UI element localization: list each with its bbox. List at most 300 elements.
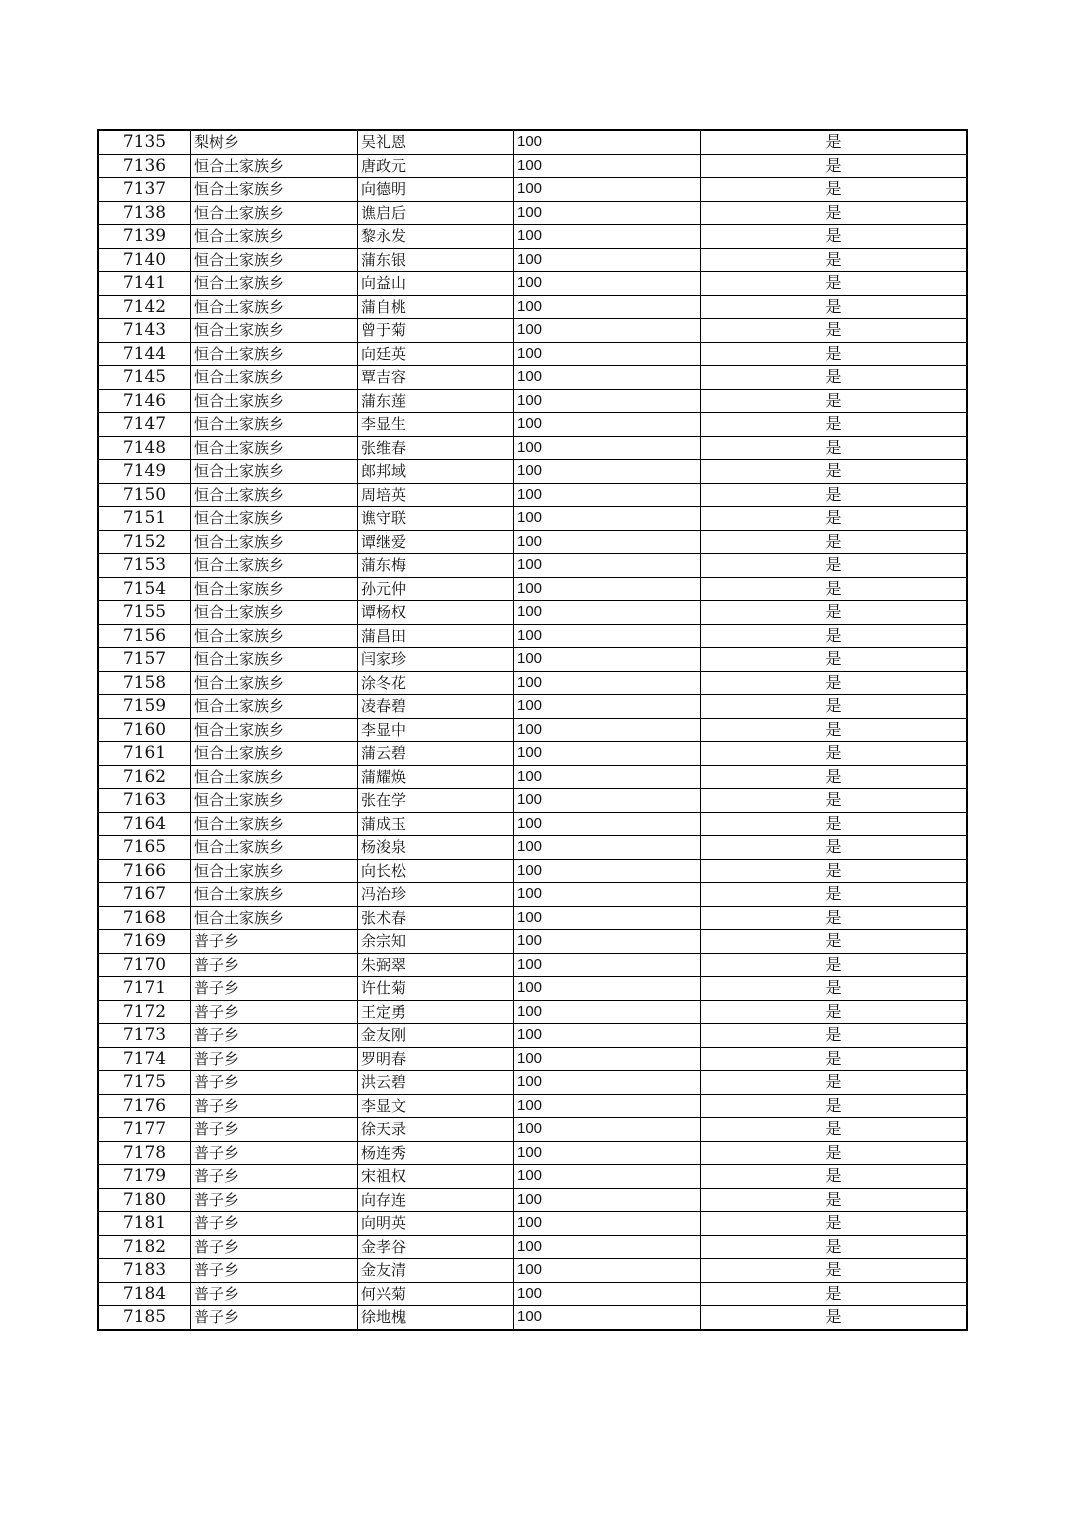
person-name-cell: 涂冬花 (358, 671, 514, 695)
row-number-cell: 7165 (98, 836, 191, 860)
amount-cell: 100 (514, 366, 701, 390)
status-flag-cell: 是 (701, 953, 968, 977)
status-flag-cell: 是 (701, 1024, 968, 1048)
amount-cell: 100 (514, 601, 701, 625)
row-number-cell: 7184 (98, 1282, 191, 1306)
person-name-cell: 蒲东梅 (358, 554, 514, 578)
township-cell: 普子乡 (191, 1306, 358, 1330)
person-name-cell: 闫家珍 (358, 648, 514, 672)
table-row (98, 812, 967, 836)
status-flag-cell: 是 (701, 130, 968, 154)
amount-cell: 100 (514, 1094, 701, 1118)
township-cell: 恒合土家族乡 (191, 812, 358, 836)
table-row (98, 413, 967, 437)
township-cell: 恒合土家族乡 (191, 295, 358, 319)
person-name-cell: 李显中 (358, 718, 514, 742)
person-name-cell: 孙元仲 (358, 577, 514, 601)
table-row (98, 1212, 967, 1236)
table-row (98, 789, 967, 813)
table-row (98, 342, 967, 366)
status-flag-cell: 是 (701, 742, 968, 766)
person-name-cell: 余宗知 (358, 930, 514, 954)
township-cell: 恒合土家族乡 (191, 859, 358, 883)
table-row (98, 530, 967, 554)
table-row (98, 225, 967, 249)
township-cell: 普子乡 (191, 1212, 358, 1236)
status-flag-cell: 是 (701, 906, 968, 930)
township-cell: 恒合土家族乡 (191, 201, 358, 225)
person-name-cell: 唐政元 (358, 154, 514, 178)
row-number-cell: 7168 (98, 906, 191, 930)
row-number-cell: 7156 (98, 624, 191, 648)
amount-cell: 100 (514, 154, 701, 178)
amount-cell: 100 (514, 225, 701, 249)
amount-cell: 100 (514, 342, 701, 366)
status-flag-cell: 是 (701, 1235, 968, 1259)
amount-cell: 100 (514, 883, 701, 907)
person-name-cell: 谯启后 (358, 201, 514, 225)
amount-cell: 100 (514, 1259, 701, 1283)
person-name-cell: 洪云碧 (358, 1071, 514, 1095)
table-row (98, 366, 967, 390)
row-number-cell: 7140 (98, 248, 191, 272)
status-flag-cell: 是 (701, 507, 968, 531)
person-name-cell: 张在学 (358, 789, 514, 813)
status-flag-cell: 是 (701, 295, 968, 319)
status-flag-cell: 是 (701, 1165, 968, 1189)
table-row (98, 389, 967, 413)
table-row (98, 883, 967, 907)
row-number-cell: 7162 (98, 765, 191, 789)
table-row (98, 460, 967, 484)
amount-cell: 100 (514, 765, 701, 789)
status-flag-cell: 是 (701, 695, 968, 719)
person-name-cell: 宋祖权 (358, 1165, 514, 1189)
status-flag-cell: 是 (701, 201, 968, 225)
status-flag-cell: 是 (701, 389, 968, 413)
amount-cell: 100 (514, 389, 701, 413)
row-number-cell: 7179 (98, 1165, 191, 1189)
amount-cell: 100 (514, 130, 701, 154)
amount-cell: 100 (514, 906, 701, 930)
person-name-cell: 蒲东莲 (358, 389, 514, 413)
table-row (98, 295, 967, 319)
person-name-cell: 覃吉容 (358, 366, 514, 390)
amount-cell: 100 (514, 178, 701, 202)
person-name-cell: 黎永发 (358, 225, 514, 249)
township-cell: 恒合土家族乡 (191, 530, 358, 554)
table-row (98, 1259, 967, 1283)
status-flag-cell: 是 (701, 178, 968, 202)
row-number-cell: 7173 (98, 1024, 191, 1048)
row-number-cell: 7169 (98, 930, 191, 954)
township-cell: 恒合土家族乡 (191, 507, 358, 531)
row-number-cell: 7142 (98, 295, 191, 319)
row-number-cell: 7151 (98, 507, 191, 531)
status-flag-cell: 是 (701, 624, 968, 648)
person-name-cell: 朱弼翠 (358, 953, 514, 977)
person-name-cell: 蒲云碧 (358, 742, 514, 766)
table-body (98, 130, 967, 1330)
row-number-cell: 7154 (98, 577, 191, 601)
table-row (98, 483, 967, 507)
person-name-cell: 徐天录 (358, 1118, 514, 1142)
township-cell: 恒合土家族乡 (191, 671, 358, 695)
township-cell: 恒合土家族乡 (191, 836, 358, 860)
person-name-cell: 向德明 (358, 178, 514, 202)
status-flag-cell: 是 (701, 436, 968, 460)
township-cell: 恒合土家族乡 (191, 765, 358, 789)
township-cell: 恒合土家族乡 (191, 154, 358, 178)
row-number-cell: 7185 (98, 1306, 191, 1330)
row-number-cell: 7135 (98, 130, 191, 154)
row-number-cell: 7172 (98, 1000, 191, 1024)
person-name-cell: 谭杨权 (358, 601, 514, 625)
status-flag-cell: 是 (701, 1212, 968, 1236)
amount-cell: 100 (514, 1165, 701, 1189)
person-name-cell: 许仕菊 (358, 977, 514, 1001)
status-flag-cell: 是 (701, 836, 968, 860)
township-cell: 普子乡 (191, 1000, 358, 1024)
township-cell: 恒合土家族乡 (191, 554, 358, 578)
person-name-cell: 周培英 (358, 483, 514, 507)
row-number-cell: 7143 (98, 319, 191, 343)
status-flag-cell: 是 (701, 1094, 968, 1118)
table-row (98, 601, 967, 625)
township-cell: 恒合土家族乡 (191, 225, 358, 249)
amount-cell: 100 (514, 319, 701, 343)
person-name-cell: 金友清 (358, 1259, 514, 1283)
township-cell: 普子乡 (191, 1282, 358, 1306)
person-name-cell: 向廷英 (358, 342, 514, 366)
amount-cell: 100 (514, 1141, 701, 1165)
status-flag-cell: 是 (701, 812, 968, 836)
amount-cell: 100 (514, 789, 701, 813)
table-row (98, 1024, 967, 1048)
row-number-cell: 7147 (98, 413, 191, 437)
township-cell: 恒合土家族乡 (191, 413, 358, 437)
status-flag-cell: 是 (701, 413, 968, 437)
person-name-cell: 金友刚 (358, 1024, 514, 1048)
status-flag-cell: 是 (701, 1259, 968, 1283)
status-flag-cell: 是 (701, 1118, 968, 1142)
township-cell: 恒合土家族乡 (191, 624, 358, 648)
status-flag-cell: 是 (701, 460, 968, 484)
person-name-cell: 张维春 (358, 436, 514, 460)
row-number-cell: 7153 (98, 554, 191, 578)
table-row (98, 1282, 967, 1306)
person-name-cell: 李显生 (358, 413, 514, 437)
row-number-cell: 7181 (98, 1212, 191, 1236)
township-cell: 恒合土家族乡 (191, 248, 358, 272)
person-name-cell: 冯治珍 (358, 883, 514, 907)
table-row (98, 248, 967, 272)
amount-cell: 100 (514, 460, 701, 484)
amount-cell: 100 (514, 530, 701, 554)
amount-cell: 100 (514, 977, 701, 1001)
township-cell: 恒合土家族乡 (191, 389, 358, 413)
township-cell: 恒合土家族乡 (191, 319, 358, 343)
table-row (98, 1071, 967, 1095)
person-name-cell: 向益山 (358, 272, 514, 296)
status-flag-cell: 是 (701, 601, 968, 625)
status-flag-cell: 是 (701, 977, 968, 1001)
person-name-cell: 杨连秀 (358, 1141, 514, 1165)
amount-cell: 100 (514, 1188, 701, 1212)
amount-cell: 100 (514, 1235, 701, 1259)
table-row (98, 648, 967, 672)
status-flag-cell: 是 (701, 248, 968, 272)
amount-cell: 100 (514, 201, 701, 225)
status-flag-cell: 是 (701, 154, 968, 178)
amount-cell: 100 (514, 671, 701, 695)
status-flag-cell: 是 (701, 1306, 968, 1330)
table-row (98, 201, 967, 225)
amount-cell: 100 (514, 742, 701, 766)
row-number-cell: 7160 (98, 718, 191, 742)
status-flag-cell: 是 (701, 859, 968, 883)
status-flag-cell: 是 (701, 272, 968, 296)
amount-cell: 100 (514, 1212, 701, 1236)
table-row (98, 130, 967, 154)
status-flag-cell: 是 (701, 671, 968, 695)
person-name-cell: 吴礼恩 (358, 130, 514, 154)
township-cell: 普子乡 (191, 1188, 358, 1212)
table-row (98, 1165, 967, 1189)
township-cell: 普子乡 (191, 1259, 358, 1283)
amount-cell: 100 (514, 1282, 701, 1306)
status-flag-cell: 是 (701, 225, 968, 249)
township-cell: 恒合土家族乡 (191, 718, 358, 742)
table-row (98, 1141, 967, 1165)
table-row (98, 930, 967, 954)
status-flag-cell: 是 (701, 648, 968, 672)
row-number-cell: 7174 (98, 1047, 191, 1071)
person-name-cell: 李显文 (358, 1094, 514, 1118)
township-cell: 梨树乡 (191, 130, 358, 154)
amount-cell: 100 (514, 859, 701, 883)
table-row (98, 624, 967, 648)
table-row (98, 742, 967, 766)
amount-cell: 100 (514, 1118, 701, 1142)
row-number-cell: 7150 (98, 483, 191, 507)
row-number-cell: 7137 (98, 178, 191, 202)
status-flag-cell: 是 (701, 319, 968, 343)
table-row (98, 272, 967, 296)
amount-cell: 100 (514, 483, 701, 507)
status-flag-cell: 是 (701, 342, 968, 366)
person-name-cell: 杨浚泉 (358, 836, 514, 860)
amount-cell: 100 (514, 413, 701, 437)
status-flag-cell: 是 (701, 483, 968, 507)
status-flag-cell: 是 (701, 366, 968, 390)
person-name-cell: 凌春碧 (358, 695, 514, 719)
amount-cell: 100 (514, 507, 701, 531)
amount-cell: 100 (514, 836, 701, 860)
person-name-cell: 蒲耀焕 (358, 765, 514, 789)
person-name-cell: 张术春 (358, 906, 514, 930)
status-flag-cell: 是 (701, 930, 968, 954)
amount-cell: 100 (514, 295, 701, 319)
table-row (98, 906, 967, 930)
township-cell: 恒合土家族乡 (191, 789, 358, 813)
person-name-cell: 曾于菊 (358, 319, 514, 343)
person-name-cell: 金孝谷 (358, 1235, 514, 1259)
row-number-cell: 7177 (98, 1118, 191, 1142)
row-number-cell: 7176 (98, 1094, 191, 1118)
table-row (98, 859, 967, 883)
table-row (98, 1306, 967, 1330)
person-name-cell: 蒲自桃 (358, 295, 514, 319)
status-flag-cell: 是 (701, 883, 968, 907)
township-cell: 恒合土家族乡 (191, 272, 358, 296)
table-row (98, 977, 967, 1001)
table-row (98, 178, 967, 202)
township-cell: 普子乡 (191, 930, 358, 954)
status-flag-cell: 是 (701, 718, 968, 742)
row-number-cell: 7138 (98, 201, 191, 225)
status-flag-cell: 是 (701, 1282, 968, 1306)
row-number-cell: 7163 (98, 789, 191, 813)
table-row (98, 1000, 967, 1024)
township-cell: 普子乡 (191, 1071, 358, 1095)
row-number-cell: 7141 (98, 272, 191, 296)
status-flag-cell: 是 (701, 1141, 968, 1165)
amount-cell: 100 (514, 248, 701, 272)
person-name-cell: 向长松 (358, 859, 514, 883)
row-number-cell: 7171 (98, 977, 191, 1001)
table-row (98, 507, 967, 531)
person-name-cell: 王定勇 (358, 1000, 514, 1024)
status-flag-cell: 是 (701, 1047, 968, 1071)
person-name-cell: 向明英 (358, 1212, 514, 1236)
person-name-cell: 向存连 (358, 1188, 514, 1212)
table-row (98, 1188, 967, 1212)
township-cell: 普子乡 (191, 1141, 358, 1165)
amount-cell: 100 (514, 577, 701, 601)
amount-cell: 100 (514, 812, 701, 836)
row-number-cell: 7167 (98, 883, 191, 907)
township-cell: 恒合土家族乡 (191, 648, 358, 672)
township-cell: 恒合土家族乡 (191, 436, 358, 460)
amount-cell: 100 (514, 272, 701, 296)
row-number-cell: 7144 (98, 342, 191, 366)
township-cell: 恒合土家族乡 (191, 178, 358, 202)
status-flag-cell: 是 (701, 1071, 968, 1095)
row-number-cell: 7175 (98, 1071, 191, 1095)
amount-cell: 100 (514, 1047, 701, 1071)
table-row (98, 671, 967, 695)
township-cell: 普子乡 (191, 1165, 358, 1189)
status-flag-cell: 是 (701, 1000, 968, 1024)
amount-cell: 100 (514, 1071, 701, 1095)
table-row (98, 436, 967, 460)
table-row (98, 836, 967, 860)
amount-cell: 100 (514, 1306, 701, 1330)
status-flag-cell: 是 (701, 765, 968, 789)
row-number-cell: 7183 (98, 1259, 191, 1283)
township-cell: 普子乡 (191, 1047, 358, 1071)
township-cell: 恒合土家族乡 (191, 577, 358, 601)
row-number-cell: 7158 (98, 671, 191, 695)
data-table (97, 129, 968, 1331)
status-flag-cell: 是 (701, 789, 968, 813)
row-number-cell: 7139 (98, 225, 191, 249)
person-name-cell: 蒲昌田 (358, 624, 514, 648)
township-cell: 普子乡 (191, 953, 358, 977)
table-row (98, 1047, 967, 1071)
table-row (98, 718, 967, 742)
table-row (98, 154, 967, 178)
row-number-cell: 7155 (98, 601, 191, 625)
township-cell: 普子乡 (191, 1235, 358, 1259)
status-flag-cell: 是 (701, 577, 968, 601)
row-number-cell: 7145 (98, 366, 191, 390)
township-cell: 恒合土家族乡 (191, 460, 358, 484)
township-cell: 恒合土家族乡 (191, 483, 358, 507)
amount-cell: 100 (514, 930, 701, 954)
status-flag-cell: 是 (701, 1188, 968, 1212)
township-cell: 恒合土家族乡 (191, 695, 358, 719)
table-row (98, 953, 967, 977)
row-number-cell: 7170 (98, 953, 191, 977)
status-flag-cell: 是 (701, 530, 968, 554)
row-number-cell: 7157 (98, 648, 191, 672)
amount-cell: 100 (514, 436, 701, 460)
status-flag-cell: 是 (701, 554, 968, 578)
row-number-cell: 7180 (98, 1188, 191, 1212)
row-number-cell: 7166 (98, 859, 191, 883)
township-cell: 恒合土家族乡 (191, 883, 358, 907)
row-number-cell: 7152 (98, 530, 191, 554)
table-row (98, 554, 967, 578)
township-cell: 普子乡 (191, 1118, 358, 1142)
table-row (98, 1235, 967, 1259)
table-row (98, 577, 967, 601)
table-row (98, 695, 967, 719)
row-number-cell: 7159 (98, 695, 191, 719)
person-name-cell: 谯守联 (358, 507, 514, 531)
person-name-cell: 蒲东银 (358, 248, 514, 272)
person-name-cell: 罗明春 (358, 1047, 514, 1071)
person-name-cell: 郎邦域 (358, 460, 514, 484)
amount-cell: 100 (514, 953, 701, 977)
person-name-cell: 谭继爱 (358, 530, 514, 554)
amount-cell: 100 (514, 554, 701, 578)
table-row (98, 319, 967, 343)
township-cell: 普子乡 (191, 977, 358, 1001)
row-number-cell: 7136 (98, 154, 191, 178)
township-cell: 恒合土家族乡 (191, 366, 358, 390)
amount-cell: 100 (514, 1024, 701, 1048)
amount-cell: 100 (514, 624, 701, 648)
row-number-cell: 7178 (98, 1141, 191, 1165)
amount-cell: 100 (514, 718, 701, 742)
township-cell: 恒合土家族乡 (191, 742, 358, 766)
township-cell: 普子乡 (191, 1024, 358, 1048)
township-cell: 恒合土家族乡 (191, 906, 358, 930)
row-number-cell: 7164 (98, 812, 191, 836)
row-number-cell: 7161 (98, 742, 191, 766)
amount-cell: 100 (514, 695, 701, 719)
person-name-cell: 徐地槐 (358, 1306, 514, 1330)
person-name-cell: 蒲成玉 (358, 812, 514, 836)
township-cell: 普子乡 (191, 1094, 358, 1118)
table-row (98, 765, 967, 789)
township-cell: 恒合土家族乡 (191, 601, 358, 625)
row-number-cell: 7182 (98, 1235, 191, 1259)
row-number-cell: 7149 (98, 460, 191, 484)
